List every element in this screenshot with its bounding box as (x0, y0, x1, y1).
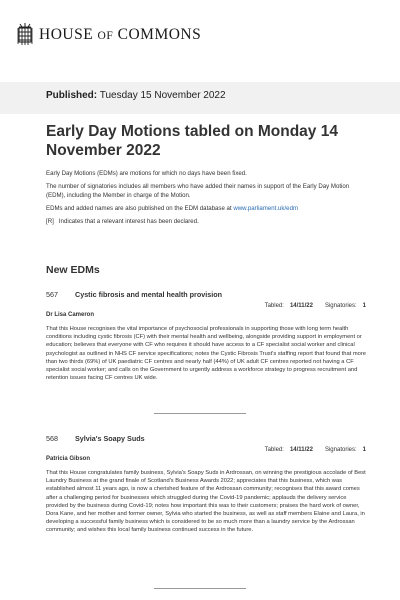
house-name: HOUSE OF COMMONS (39, 26, 202, 43)
edm-title-row (46, 289, 366, 299)
signatories-label: Signatories: (324, 447, 357, 453)
signatories-label: Signatories: (324, 303, 357, 309)
tabled-label: Tabled: (264, 303, 284, 309)
intro-paragraph: Early Day Motions (EDMs) are motions for which no days have been fixed. (46, 170, 247, 177)
relevant-interest-note: [R] Indicates that a relevant interest has been declared. (46, 217, 199, 225)
signatories-count: 1 (362, 303, 366, 309)
edm-title[interactable]: Sylvia's Soapy Suds (75, 433, 145, 443)
published-date (46, 90, 226, 101)
edm-entry (46, 289, 366, 382)
edm-number: 567 (46, 289, 58, 299)
tabled-label: Tabled: (264, 447, 284, 453)
tabled-date: 14/11/22 (289, 303, 313, 309)
published-value: Tuesday 15 November 2022 (99, 90, 226, 101)
edm-entry (46, 433, 366, 535)
tabled-date: 14/11/22 (289, 447, 313, 453)
house-of-commons-header (17, 22, 201, 48)
edm-member: Dr Lisa Cameron (46, 312, 95, 318)
signatories-count: 1 (362, 447, 366, 453)
edm-meta (46, 302, 366, 310)
divider (154, 588, 246, 589)
intro-paragraph: The number of signatories includes all members who have added their names in support of the Early Day Motion (EDM), including the Member in charge of the Motion. (46, 183, 350, 199)
divider (154, 413, 246, 414)
page-title: Early Day Motions tabled on Monday 14 November 2022 (46, 123, 338, 159)
intro-text (46, 170, 366, 231)
edm-database-link[interactable]: www.parliament.uk/edm (233, 204, 299, 212)
edm-title-row (46, 433, 366, 443)
published-label: Published: (46, 90, 98, 101)
edm-member: Patricia Gibson (46, 456, 91, 462)
intro-paragraph: EDMs and added names are also published on the EDM database at www.parliament.uk/edm (46, 204, 299, 212)
edm-meta (46, 446, 366, 454)
section-heading: New EDMs (46, 264, 100, 276)
portcullis-icon (17, 23, 33, 47)
edm-text: That this House recognises the vital importance of psychosocial professionals in supporting those with long term health conditions including cystic fibrosis (CF) with their mental health and wellbeing, alongside providing support in employment or education; believes that everyone with CF who requires it should have access to a CF specialist social worker and clinical psychologist as outlined in NHS CF service specifications; notes the Cystic Fibrosis Trust's staffing report that found that more than two thirds (69%) of UK paediatric CF centres and nearly half (44%) of UK adult CF centres reported not having a CF specialist social worker; and calls on the Government to urgently address a workforce strategy to progress recruitment and retention issues facing CF centres UK wide. (46, 326, 366, 382)
edm-title[interactable]: Cystic fibrosis and mental health provision (75, 289, 222, 299)
edm-number: 568 (46, 433, 58, 443)
edm-text: That this House congratulates family business, Sylvia's Soapy Suds in Ardrossan, on winning the prestigious accolade of Best Laundry Business at the grand finale of Scotland's Business Awards 2022; appreciates that this business, which was established almost 11 years ago, is now a cherished feature of the Ardrossan community; recognises that this award comes after a challenging period for businesses which struggled during the Covid-19 pandemic; applauds the delivery service provided by the business during Covid-19; notes how important this was to their customers; praises the hard work of owner, Dora Kane, and her mother and former owner, Sylvia who started the business, as well as staff members Elaine and Laura, in developing a successful family business which is considered to be so much more than a laundry service by the Ardrossan community; and wishes this local family business continued success in the future. (46, 470, 366, 534)
